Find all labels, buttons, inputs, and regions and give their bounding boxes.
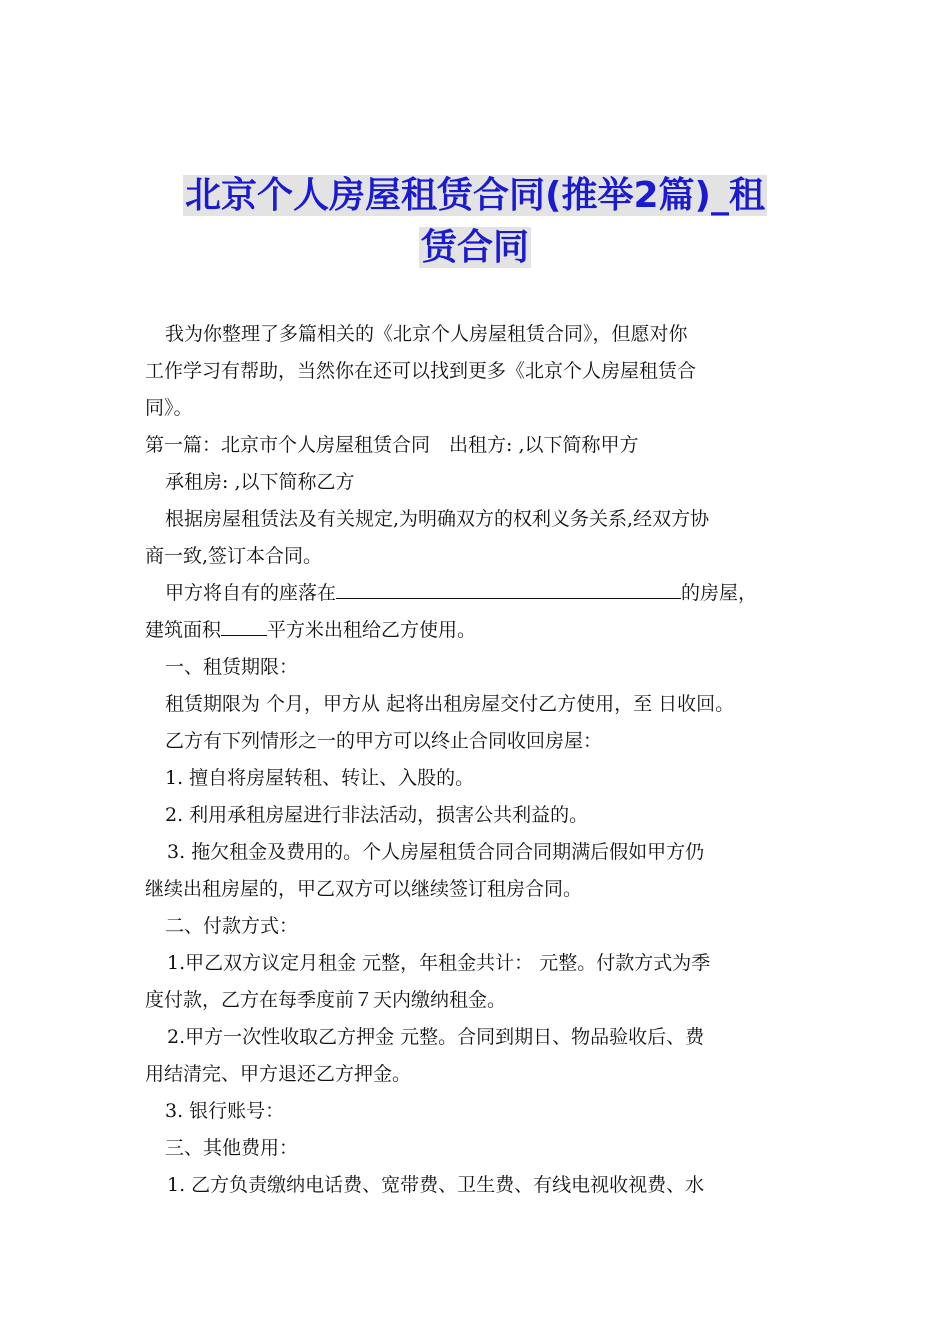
intro-line-1: 我为你整理了多篇相关的《北京个人房屋租赁合同》，但愿对你	[165, 323, 688, 345]
area-label: 建筑面积	[145, 619, 222, 641]
section-2-item-2-line-2: 用结清完、甲方退还乙方押金。	[145, 1063, 412, 1085]
section-2-heading: 二、付款方式：	[165, 915, 299, 937]
intro-line-2: 工作学习有帮助，当然你在还可以找到更多《北京个人房屋租赁合	[145, 360, 697, 382]
house-suffix: 的房屋，	[681, 582, 758, 604]
house-location-label: 甲方将自有的座落在	[165, 582, 337, 604]
section-3-heading: 三、其他费用：	[165, 1137, 299, 1159]
house-line-2	[145, 612, 815, 649]
section-2-item-1-line-1: 1.甲乙双方议定月租金 元整，年租金共计： 元整。付款方式为季	[167, 952, 711, 974]
house-line-1	[145, 575, 815, 612]
intro-line-3: 同》。	[145, 397, 193, 419]
section-1-item-1: 1. 擅自将房屋转租、转让、入股的。	[165, 767, 475, 789]
section-2-item-3: 3. 银行账号：	[165, 1100, 285, 1122]
section-2-item-2-line-1: 2.甲方一次性收取乙方押金 元整。合同到期日、物品验收后、费	[167, 1026, 705, 1048]
part1-heading: 第一篇：北京市个人房屋租赁合同 出租方: ,以下简称甲方	[145, 434, 639, 456]
section-1-para-2: 乙方有下列情形之一的甲方可以终止合同收回房屋：	[165, 730, 603, 752]
section-1-heading: 一、租赁期限：	[165, 656, 299, 678]
document-title	[100, 170, 850, 274]
document-body	[145, 316, 815, 1204]
area-suffix: 平方米出租给乙方使用。	[267, 619, 477, 641]
section-1-item-2: 2. 利用承租房屋进行非法活动，损害公共利益的。	[165, 804, 589, 826]
basis-line-1: 根据房屋租赁法及有关规定,为明确双方的权利义务关系,经双方协	[165, 508, 710, 530]
section-1-para-1: 租赁期限为 个月，甲方从 起将出租房屋交付乙方使用，至 日收回。	[165, 693, 735, 715]
title-line-1: 北京个人房屋租赁合同(推举2篇)_租	[185, 175, 765, 216]
title-line-2: 赁合同	[420, 227, 529, 268]
section-3-item-1: 1. 乙方负责缴纳电话费、宽带费、卫生费、有线电视收视费、水	[167, 1174, 705, 1196]
area-blank	[221, 618, 267, 636]
location-blank	[336, 581, 681, 599]
section-1-item-3-line-2: 继续出租房屋的，甲乙双方可以继续签订租房合同。	[145, 878, 583, 900]
section-1-item-3-line-1: 3. 拖欠租金及费用的。个人房屋租赁合同合同期满后假如甲方仍	[167, 841, 705, 863]
basis-line-2: 商一致,签订本合同。	[145, 545, 323, 567]
tenant-line: 承租房: ,以下简称乙方	[165, 471, 355, 493]
section-2-item-1-line-2: 度付款，乙方在每季度前７天内缴纳租金。	[145, 989, 507, 1011]
